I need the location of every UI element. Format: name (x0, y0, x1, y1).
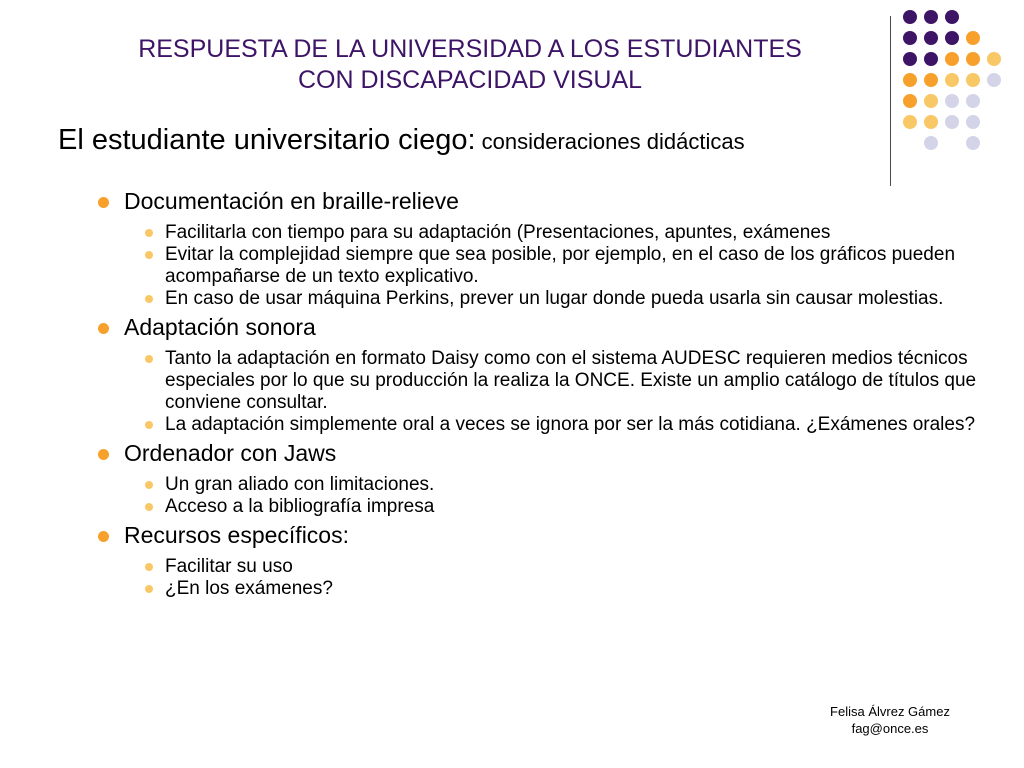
bullet-icon (145, 481, 153, 489)
list-item (92, 288, 1007, 310)
decorative-dot (903, 73, 917, 87)
list-item (92, 496, 1007, 518)
bullet-icon (145, 295, 153, 303)
section-title: Ordenador con Jaws (124, 440, 337, 466)
subtitle-secondary: consideraciones didácticas (475, 129, 745, 154)
decorative-dot (966, 52, 980, 66)
slide-title (60, 34, 880, 96)
bullet-icon (98, 449, 109, 460)
list-item-text: En caso de usar máquina Perkins, prever un lugar donde pueda usarla sin causar molestias. (165, 288, 944, 309)
decorative-dot (903, 10, 917, 24)
decorative-dot (945, 115, 959, 129)
list-item-text: Facilitar su uso (165, 556, 293, 577)
decorative-dot (966, 115, 980, 129)
decorative-dot (924, 94, 938, 108)
footer-email: fag@once.es (851, 721, 929, 736)
list-item (92, 348, 1007, 414)
decorative-dot (924, 136, 938, 150)
sub-list (92, 348, 1007, 436)
list-item-text: La adaptación simplemente oral a veces se ignora por ser la más cotidiana. ¿Exámenes orales? (165, 414, 976, 435)
bullet-icon (145, 355, 153, 363)
bullet-icon (145, 229, 153, 237)
footer-author: Felisa Álvrez Gámez (830, 704, 950, 719)
section-title: Adaptación sonora (124, 314, 316, 340)
decorative-dot (966, 73, 980, 87)
bullet-icon (145, 563, 153, 571)
decorative-dot (903, 52, 917, 66)
footer-credits (810, 703, 970, 737)
bullet-icon (98, 323, 109, 334)
list-item (92, 414, 1007, 436)
decorative-dot (966, 31, 980, 45)
sub-list (92, 222, 1007, 310)
decorative-dot (924, 73, 938, 87)
decorative-dot (987, 52, 1001, 66)
decorative-dot (924, 10, 938, 24)
decorative-dot (924, 115, 938, 129)
decorative-dot (945, 94, 959, 108)
vertical-divider (890, 16, 891, 186)
sub-list (92, 556, 1007, 600)
decorative-dot (945, 52, 959, 66)
list-item-text: Tanto la adaptación en formato Daisy como con el sistema AUDESC requieren medios técnicos especiales por lo que su producción la realiza la ONCE. Existe un amplio catálogo de títulos que conviene consultar. (165, 348, 977, 413)
decorative-dot (924, 52, 938, 66)
bullet-icon (98, 531, 109, 542)
decorative-dot (945, 10, 959, 24)
decorative-dot-grid (903, 10, 1023, 170)
decorative-dot (903, 94, 917, 108)
decorative-dot (987, 73, 1001, 87)
decorative-dot (903, 31, 917, 45)
list-item-text: Evitar la complejidad siempre que sea posible, por ejemplo, en el caso de los gráficos pueden acompañarse de un texto explicativo. (165, 244, 956, 287)
decorative-dot (903, 115, 917, 129)
decorative-dot (945, 31, 959, 45)
list-item (92, 474, 1007, 496)
bullet-icon (145, 251, 153, 259)
section-heading (92, 438, 1007, 468)
sub-list (92, 474, 1007, 518)
bullet-content (92, 184, 1007, 600)
section-heading (92, 520, 1007, 550)
list-item (92, 578, 1007, 600)
section-title: Documentación en braille-relieve (124, 188, 459, 214)
section-heading (92, 186, 1007, 216)
list-item-text: Un gran aliado con limitaciones. (165, 474, 435, 495)
section-heading (92, 312, 1007, 342)
slide-title-line-1: RESPUESTA DE LA UNIVERSIDAD A LOS ESTUDIANTES (138, 35, 802, 63)
bullet-icon (145, 503, 153, 511)
list-item (92, 244, 1007, 288)
list-item (92, 556, 1007, 578)
subtitle-main: El estudiante universitario ciego (58, 124, 468, 156)
list-item-text: Facilitarla con tiempo para su adaptación (Presentaciones, apuntes, exámenes (165, 222, 831, 243)
decorative-dot (966, 94, 980, 108)
decorative-dot (966, 136, 980, 150)
decorative-dot (945, 73, 959, 87)
list-item-text: ¿En los exámenes? (165, 578, 333, 599)
subtitle-separator: : (467, 124, 476, 156)
slide-subtitle (58, 122, 745, 160)
decorative-dot (924, 31, 938, 45)
slide-title-line-2: CON DISCAPACIDAD VISUAL (297, 66, 643, 94)
list-item (92, 222, 1007, 244)
bullet-icon (145, 421, 153, 429)
section-title: Recursos específicos: (124, 522, 349, 548)
list-item-text: Acceso a la bibliografía impresa (165, 496, 435, 517)
bullet-icon (98, 197, 109, 208)
bullet-icon (145, 585, 153, 593)
